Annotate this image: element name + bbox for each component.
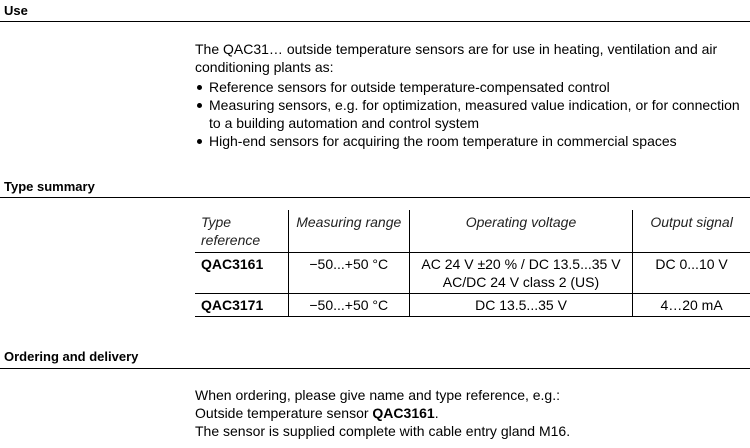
section-heading-ordering: Ordering and delivery bbox=[4, 349, 139, 364]
section-heading-type-summary: Type summary bbox=[4, 179, 95, 194]
type-reference-example: QAC3161 bbox=[372, 405, 435, 421]
table-header-row bbox=[195, 210, 750, 253]
column-header: Operating voltage bbox=[409, 210, 632, 253]
ordering-line: The sensor is supplied complete with cable entry gland M16. bbox=[195, 423, 571, 439]
table-row bbox=[195, 253, 750, 294]
use-intro-text: The QAC31… outside temperature sensors are for use in heating, ventilation and air conditioning plants as: bbox=[195, 41, 718, 75]
ordering-text bbox=[195, 386, 745, 440]
section-heading-use: Use bbox=[4, 3, 28, 18]
measuring-range-cell: −50...+50 °C bbox=[288, 253, 409, 294]
column-header: Type reference bbox=[195, 210, 288, 253]
type-reference-cell: QAC3171 bbox=[195, 294, 288, 317]
list-item: Reference sensors for outside temperature-compensated control bbox=[195, 78, 745, 96]
section-divider bbox=[0, 368, 750, 369]
section-divider bbox=[0, 197, 750, 198]
use-bullet-list bbox=[195, 78, 745, 150]
ordering-line bbox=[195, 404, 745, 422]
ordering-line: When ordering, please give name and type reference, e.g.: bbox=[195, 387, 560, 403]
output-signal-cell: DC 0...10 V bbox=[633, 253, 750, 294]
type-reference-cell: QAC3161 bbox=[195, 253, 288, 294]
section-divider bbox=[0, 21, 750, 22]
voltage-line: AC/DC 24 V class 2 (US) bbox=[442, 274, 600, 290]
voltage-line: AC 24 V ±20 % / DC 13.5...35 V bbox=[421, 256, 621, 272]
list-item: Measuring sensors, e.g. for optimization, measured value indication, or for connection to a building automation and control system bbox=[195, 96, 745, 132]
operating-voltage-cell bbox=[409, 253, 632, 294]
operating-voltage-cell: DC 13.5...35 V bbox=[409, 294, 632, 317]
ordering-text-part: . bbox=[434, 405, 439, 421]
table-row bbox=[195, 294, 750, 317]
column-header: Measuring range bbox=[288, 210, 409, 253]
output-signal-cell: 4…20 mA bbox=[633, 294, 750, 317]
type-summary-table bbox=[195, 210, 750, 317]
measuring-range-cell: −50...+50 °C bbox=[288, 294, 409, 317]
column-header: Output signal bbox=[633, 210, 750, 253]
list-item: High-end sensors for acquiring the room temperature in commercial spaces bbox=[195, 132, 745, 150]
ordering-text-part: Outside temperature sensor bbox=[195, 405, 373, 421]
